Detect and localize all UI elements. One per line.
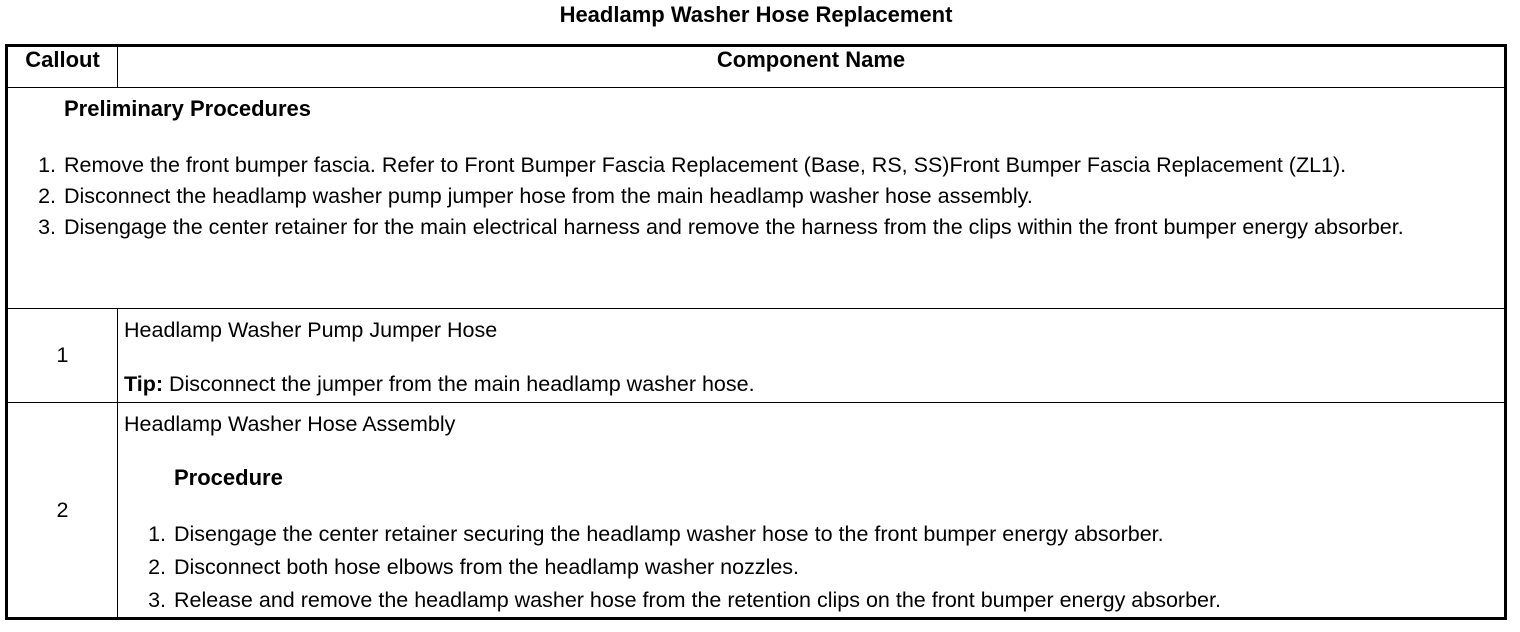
list-item — [148, 587, 1484, 613]
step-text: Disconnect the headlamp washer pump jumper hose from the main headlamp washer hose assembly. — [64, 184, 1033, 208]
table-header-row — [7, 46, 1506, 88]
preliminary-cell — [7, 88, 1506, 309]
list-item — [148, 554, 1484, 580]
tip-text: Disconnect the jumper from the main headlamp washer hose. — [163, 372, 755, 396]
list-item — [38, 214, 1484, 240]
step-number: 2. — [38, 184, 56, 208]
step-number: 3. — [38, 215, 56, 239]
preliminary-steps — [38, 152, 1484, 245]
step-number: 1. — [148, 522, 166, 546]
list-item — [38, 152, 1484, 178]
step-number: 2. — [148, 555, 166, 579]
preliminary-row — [7, 88, 1506, 309]
step-text: Disengage the center retainer for the main electrical harness and remove the harness from the clips within the front bumper energy absorber. — [64, 215, 1404, 239]
step-number: 3. — [148, 588, 166, 612]
component-cell — [118, 309, 1506, 403]
step-text: Remove the front bumper fascia. Refer to Front Bumper Fascia Replacement (Base, RS, SS)Front Bumper Fascia Replacement (ZL1). — [64, 153, 1347, 177]
step-text: Disconnect both hose elbows from the headlamp washer nozzles. — [174, 555, 800, 579]
preliminary-title: Preliminary Procedures — [64, 96, 312, 121]
procedure-title: Procedure — [174, 465, 283, 490]
list-item — [38, 183, 1484, 209]
step-text: Release and remove the headlamp washer hose from the retention clips on the front bumper energy absorber. — [174, 588, 1221, 612]
tip-note — [124, 371, 755, 397]
callout-number: 2 — [7, 403, 118, 619]
component-table — [5, 44, 1507, 620]
table-row — [7, 403, 1506, 619]
step-number: 1. — [38, 153, 56, 177]
component-cell — [118, 403, 1506, 619]
table-row — [7, 309, 1506, 403]
component-name-header: Component Name — [118, 46, 1506, 88]
component-name: Headlamp Washer Pump Jumper Hose — [124, 318, 498, 342]
step-text: Disengage the center retainer securing the headlamp washer hose to the front bumper energy absorber. — [174, 522, 1164, 546]
callout-header: Callout — [7, 46, 118, 88]
page-title: Headlamp Washer Hose Replacement — [559, 2, 953, 27]
callout-number: 1 — [7, 309, 118, 403]
component-name: Headlamp Washer Hose Assembly — [124, 412, 456, 436]
list-item — [148, 521, 1484, 547]
tip-label: Tip: — [124, 372, 164, 396]
procedure-steps — [148, 521, 1484, 620]
